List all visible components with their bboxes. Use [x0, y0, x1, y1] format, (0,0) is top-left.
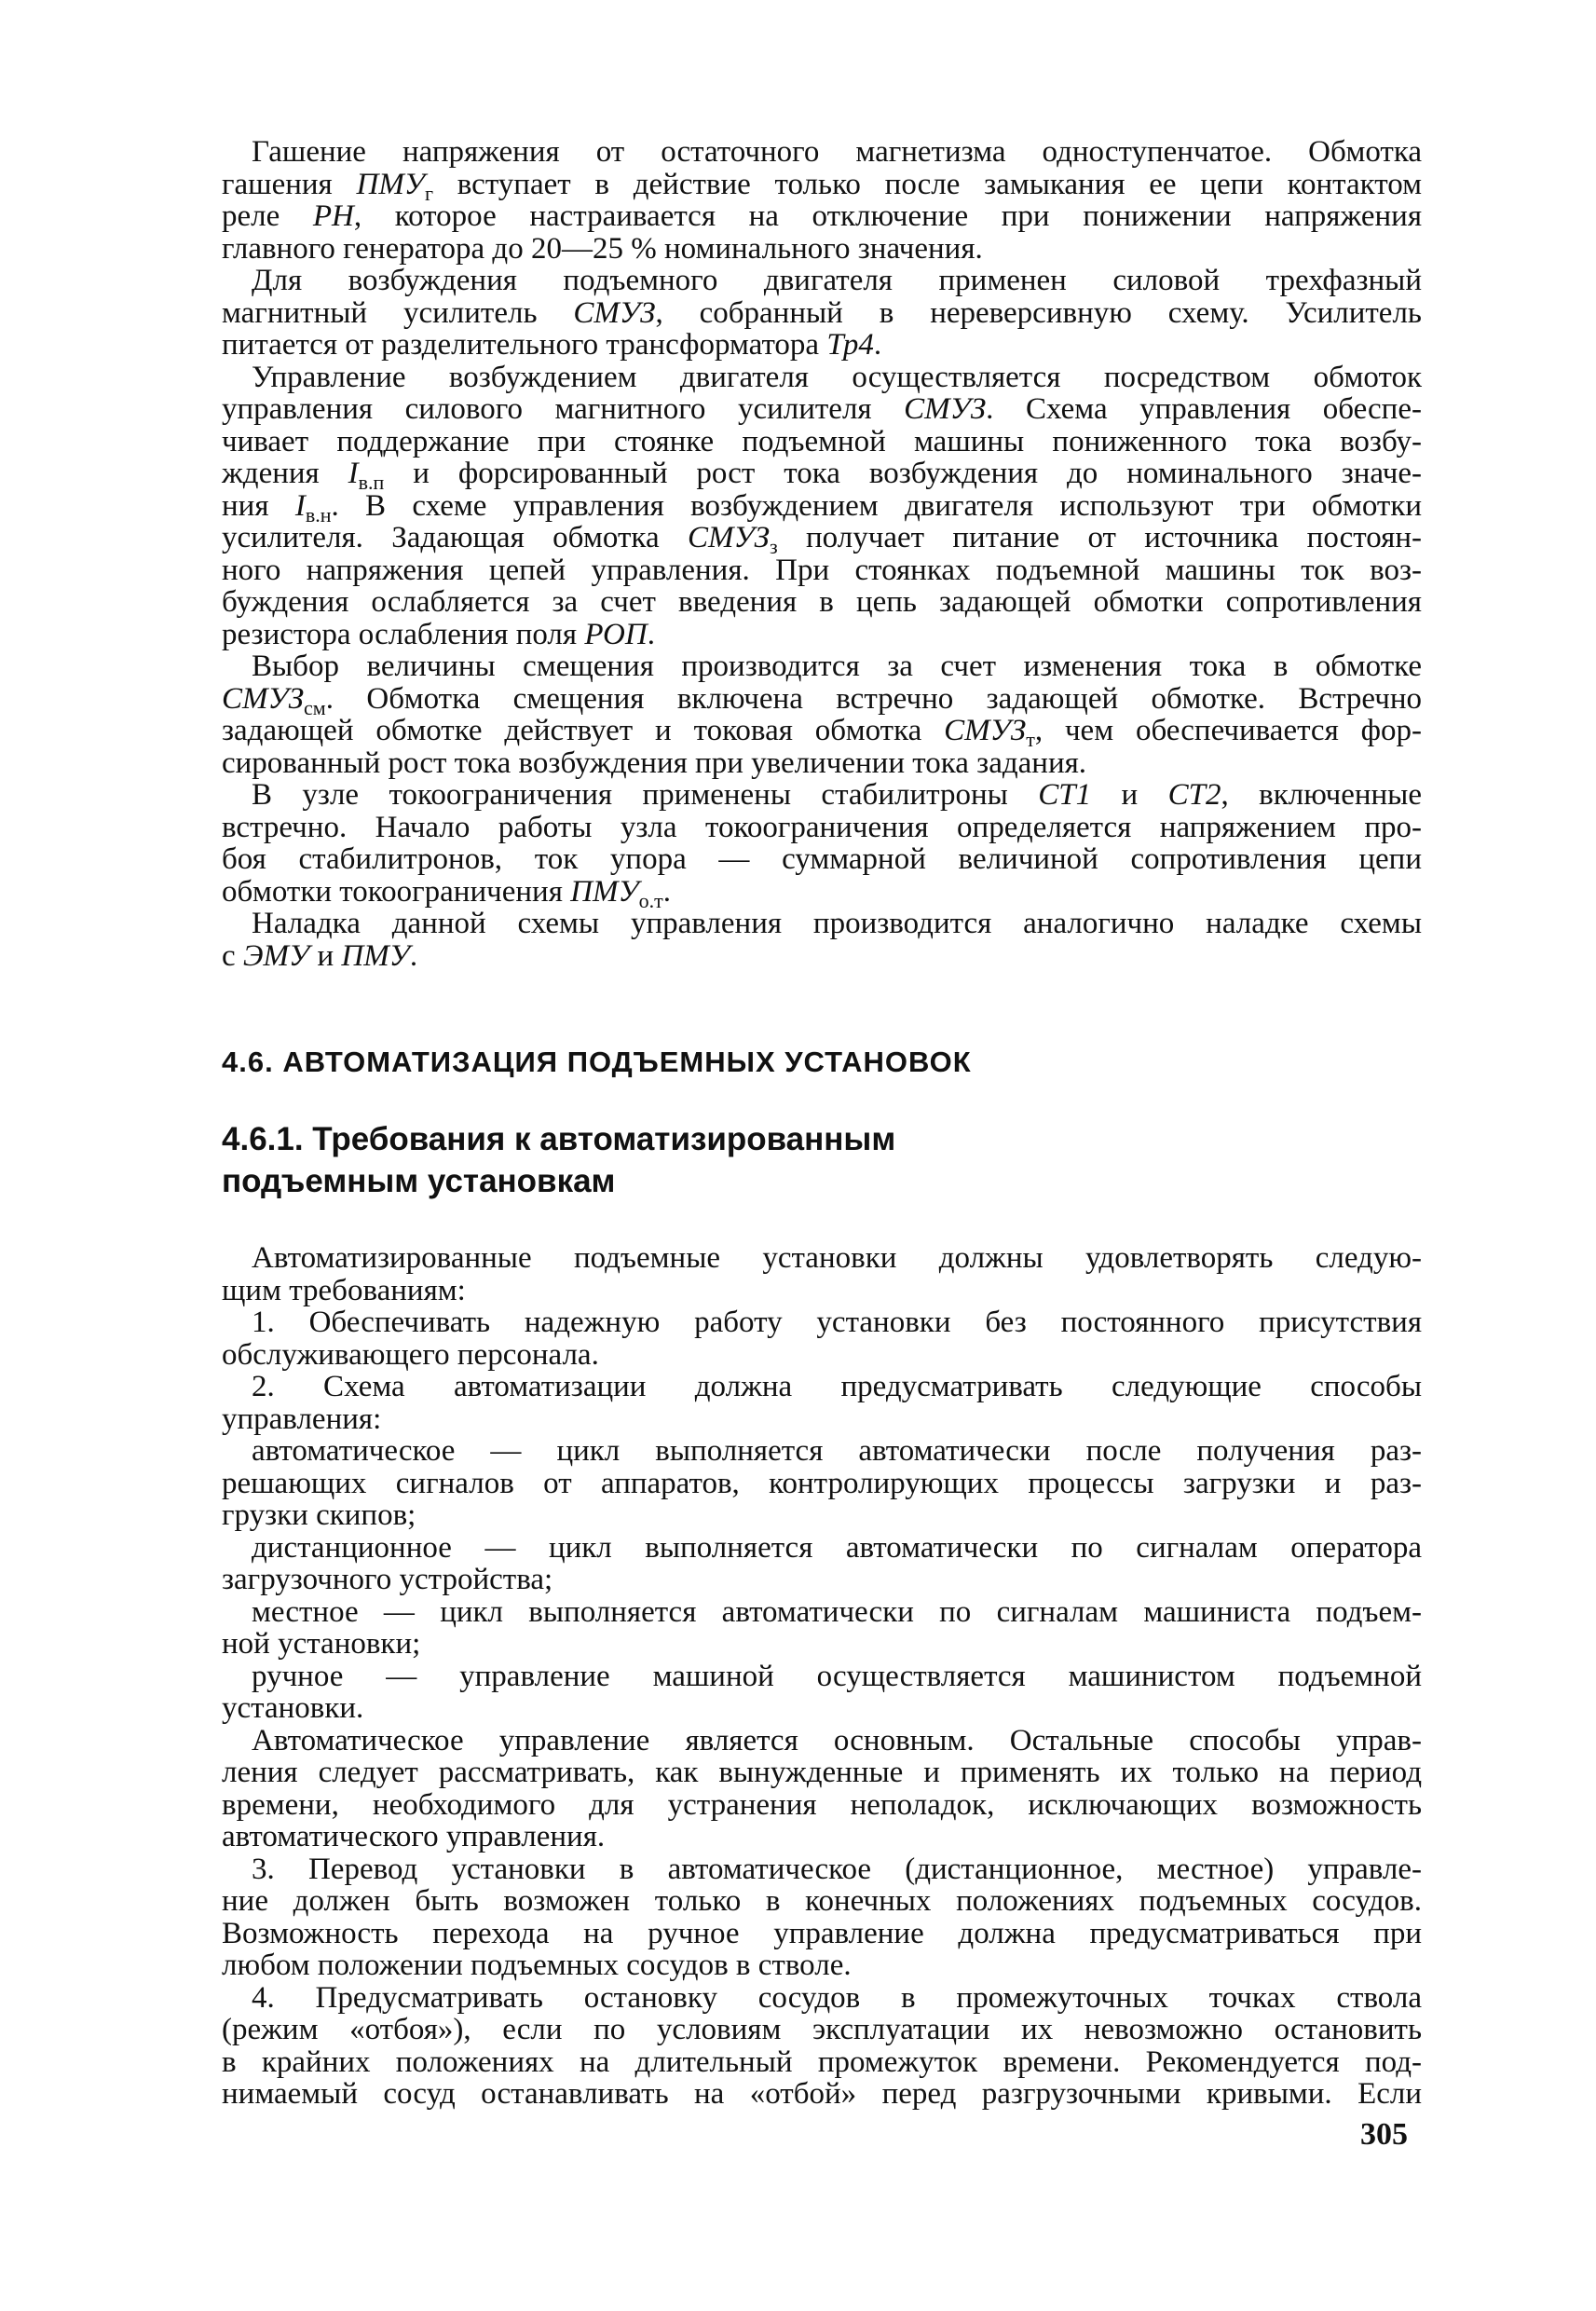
page-number: 305	[1360, 2117, 1408, 2152]
text-run: чивает поддержание при стоянке подъемной машины пониженного тока возбу-	[222, 424, 1422, 458]
text-run: встречно. Начало работы узла токоограничения определяется напряжением про-	[222, 810, 1422, 844]
paragraph	[222, 1435, 1422, 1532]
text-run: Гашение напряжения от остаточного магнетизма одноступенчатое. Обмотка	[252, 135, 1422, 169]
text-run: усилителя. Задающая обмотка	[222, 521, 688, 554]
paragraph	[222, 908, 1422, 972]
subscript: см	[304, 695, 326, 719]
text-run: буждения ослабляется за счет введения в цепь задающей обмотки сопротивления	[222, 585, 1422, 619]
text-run: ного напряжения цепей управления. При стоянках подъемной машины ток воз-	[222, 553, 1422, 587]
paragraph	[222, 1532, 1422, 1596]
text-line	[222, 167, 1422, 205]
text-run: Управление возбуждением двигателя осуществляется посредством обмоток	[252, 360, 1422, 394]
text-line	[222, 297, 1422, 330]
italic-symbol: СМУЗ	[687, 521, 770, 554]
text-run: ручное — управление машиной осуществляется машинистом подъемной	[252, 1659, 1422, 1693]
text-line	[222, 1628, 1422, 1661]
subscript: з	[769, 535, 778, 558]
text-line	[222, 362, 1422, 394]
text-line	[222, 393, 1422, 426]
italic-symbol: СТ1	[1038, 778, 1092, 812]
text-run: решающих сигналов от аппаратов, контролирующих процессы загрузки и раз-	[222, 1466, 1422, 1500]
text-line	[222, 233, 1422, 266]
text-line	[222, 1725, 1422, 1757]
text-line	[222, 940, 1422, 973]
paragraph	[222, 1371, 1422, 1435]
text-run: и	[1091, 778, 1168, 812]
text-run: главного генератора до 20—25 % номинального значения.	[222, 231, 983, 266]
paragraph	[222, 136, 1422, 265]
text-run: резистора ослабления поля	[222, 617, 585, 651]
text-line	[222, 1564, 1422, 1596]
text-run: гашения	[222, 167, 357, 201]
subsection-heading-line: подъемным установкам	[222, 1163, 616, 1199]
text-run: вступает в действие только после замыкания ее цепи контактом	[433, 167, 1422, 201]
text-line	[222, 1403, 1422, 1436]
text-line	[222, 457, 1422, 494]
subscript: в.п	[358, 471, 385, 494]
text-run: и форсированный рост тока возбуждения до номинального значе-	[384, 457, 1422, 490]
paragraph	[222, 1242, 1422, 1306]
italic-symbol: СМУЗ	[222, 681, 305, 716]
paragraph	[222, 362, 1422, 651]
subsection-heading	[222, 1118, 1422, 1202]
text-run: реле	[222, 199, 313, 233]
text-line	[222, 843, 1422, 876]
italic-symbol: ПМУ	[356, 167, 426, 201]
text-run: ной установки;	[222, 1627, 421, 1661]
text-line	[222, 2046, 1422, 2079]
text-line	[222, 1982, 1422, 2015]
text-line	[222, 488, 1423, 526]
text-run: нимаемый сосуд останавливать на «отбой» перед разгрузочными кривыми. Если	[222, 2077, 1422, 2111]
text-line	[222, 2014, 1422, 2046]
text-run: Для возбуждения подъемного двигателя применен силовой трехфазный	[252, 264, 1422, 297]
text-run: получает питание от источника постоян-	[777, 521, 1422, 554]
text-line	[222, 265, 1422, 297]
text-line	[222, 681, 1422, 719]
text-line	[222, 1275, 1422, 1307]
text-line	[222, 1532, 1422, 1565]
text-run: обслуживающего персонала.	[222, 1337, 599, 1372]
text-line	[222, 908, 1422, 940]
text-line	[222, 329, 1422, 362]
subscript: о.т	[638, 888, 663, 912]
subsection-heading-line: 4.6.1. Требования к автоматизированным	[222, 1121, 896, 1157]
text-run: управления:	[222, 1402, 382, 1436]
text-run: .	[409, 938, 418, 973]
text-line	[222, 874, 1422, 912]
paragraph	[222, 650, 1422, 779]
text-line	[222, 1468, 1422, 1500]
paragraph	[222, 1853, 1422, 1982]
text-line	[222, 1853, 1422, 1886]
text-run: с	[222, 938, 243, 973]
text-line	[222, 200, 1422, 233]
italic-symbol: ПМУ	[341, 938, 410, 973]
text-run: и	[309, 938, 342, 973]
italic-symbol: СМУЗ	[944, 714, 1027, 747]
text-line	[222, 1371, 1422, 1403]
text-run: питается от разделительного трансформатора	[222, 328, 827, 362]
text-run: . Обмотка смещения включена встречно задающей обмотке. Встречно	[325, 681, 1422, 716]
text-run: .	[647, 617, 655, 651]
text-run: автоматического управления.	[222, 1820, 606, 1853]
body-text-bottom	[222, 1242, 1422, 2111]
subscript: в.н	[305, 502, 332, 526]
text-line	[222, 1339, 1422, 1372]
text-line	[222, 586, 1422, 619]
text-line	[222, 1242, 1422, 1275]
text-line	[222, 136, 1422, 169]
text-line	[222, 426, 1422, 458]
paragraph	[222, 778, 1422, 912]
text-run: времени, необходимого для устранения неполадок, исключающих возможность	[222, 1787, 1422, 1822]
text-run: местное — цикл выполняется автоматически по сигналам машиниста подъем-	[252, 1594, 1422, 1629]
text-line	[222, 812, 1422, 844]
italic-symbol: Тр4	[826, 328, 874, 362]
text-line	[222, 1789, 1422, 1822]
text-line	[222, 650, 1422, 683]
text-run: 3. Перевод установки в автоматическое (дистанционное, местное) управле-	[252, 1852, 1422, 1886]
text-run: обмотки токоограничения	[222, 874, 571, 909]
italic-symbol: СТ2	[1167, 778, 1221, 812]
text-run: магнитный усилитель	[222, 295, 574, 330]
text-run: управления силового магнитного усилителя	[222, 392, 905, 426]
text-line	[222, 714, 1422, 751]
text-run: В узле токоограничения применены стабилитроны	[252, 778, 1039, 812]
text-run: ние должен быть возможен только в конечных положениях подъемных сосудов.	[222, 1884, 1422, 1918]
paragraph	[222, 1725, 1422, 1853]
text-run: , собранный в нереверсивную схему. Усилитель	[655, 295, 1422, 330]
italic-symbol: ЭМУ	[242, 938, 310, 973]
text-run: Выбор величины смещения производится за счет изменения тока в обмотке	[252, 650, 1422, 683]
text-run: грузки скипов;	[222, 1498, 416, 1532]
italic-symbol: ПМУ	[570, 874, 639, 909]
text-run: щим требованиям:	[222, 1273, 466, 1307]
text-line	[222, 2078, 1422, 2111]
text-run: (режим «отбоя»), если по условиям эксплуатации их невозможно остановить	[222, 2013, 1422, 2046]
text-line	[222, 1885, 1422, 1918]
text-run: 4. Предусматривать остановку сосудов в промежуточных точках ствола	[252, 1980, 1422, 2015]
text-run: ния	[222, 488, 295, 523]
text-run: , включенные	[1221, 778, 1422, 812]
text-run: дистанционное — цикл выполняется автоматически по сигналам оператора	[252, 1530, 1422, 1565]
text-run: Автоматическое управление является основным. Остальные способы управ-	[252, 1723, 1422, 1757]
italic-symbol: СМУЗ	[904, 392, 987, 426]
text-run: 1. Обеспечивать надежную работу установки без постоянного присутствия	[252, 1306, 1422, 1339]
paragraph	[222, 1661, 1422, 1725]
text-run: боя стабилитронов, ток упора — суммарной величиной сопротивления цепи	[222, 842, 1422, 876]
text-run: 2. Схема автоматизации должна предусматривать следующие способы	[252, 1370, 1422, 1403]
text-line	[222, 779, 1422, 812]
text-line	[222, 1949, 1422, 1982]
text-run: установки.	[222, 1691, 364, 1725]
text-line	[222, 1918, 1422, 1950]
paragraph	[222, 265, 1422, 362]
text-line	[222, 521, 1422, 558]
text-run: .	[662, 874, 672, 909]
text-line	[222, 1757, 1422, 1789]
text-line	[222, 1499, 1422, 1532]
text-run: ления следует рассматривать, как вынужденные и применять их только на период	[222, 1756, 1422, 1789]
text-run: . В схеме управления возбуждением двигателя используют три обмотки	[331, 488, 1423, 523]
text-line	[222, 1306, 1422, 1339]
section-heading: 4.6. АВТОМАТИЗАЦИЯ ПОДЪЕМНЫХ УСТАНОВОК	[222, 1046, 972, 1078]
text-line	[222, 1596, 1422, 1629]
text-run: задающей обмотке действует и токовая обмотка	[222, 714, 945, 747]
text-run: сированный рост тока возбуждения при увеличении тока задания.	[222, 745, 1087, 780]
text-line	[222, 1821, 1422, 1853]
subscript: г	[425, 181, 434, 205]
text-line	[222, 1435, 1422, 1468]
text-run: любом положении подъемных сосудов в стволе.	[222, 1949, 852, 1982]
italic-symbol: I	[348, 457, 359, 490]
text-run: Наладка данной схемы управления производится аналогично наладке схемы	[252, 907, 1422, 940]
paragraph	[222, 1306, 1422, 1371]
text-run: .	[873, 328, 882, 362]
text-run: загрузочного устройства;	[222, 1563, 553, 1596]
text-line	[222, 1692, 1422, 1725]
subscript: т	[1026, 728, 1035, 751]
text-run: Возможность перехода на ручное управление должна предусматриваться при	[222, 1916, 1422, 1950]
text-line	[222, 619, 1422, 651]
text-run: в крайних положениях на длительный промежуток времени. Рекомендуется под-	[222, 2044, 1422, 2079]
paragraph	[222, 1596, 1422, 1661]
text-run: Автоматизированные подъемные установки должны удовлетворять следую-	[252, 1241, 1422, 1275]
italic-symbol: РН	[312, 199, 354, 233]
text-run: , которое настраивается на отключение при понижении напряжения	[353, 199, 1422, 233]
italic-symbol: СМУЗ	[573, 295, 656, 330]
italic-symbol: I	[294, 488, 306, 523]
text-run: автоматическое — цикл выполняется автоматически после получения раз-	[252, 1434, 1422, 1468]
italic-symbol: РОП	[584, 617, 648, 651]
text-run: , чем обеспечивается фор-	[1034, 714, 1422, 747]
text-line	[222, 747, 1422, 780]
text-line	[222, 1661, 1422, 1693]
text-line	[222, 554, 1422, 587]
text-run: ждения	[222, 457, 348, 490]
paragraph	[222, 1982, 1422, 2111]
body-text-top	[222, 136, 1422, 972]
text-run: . Схема управления обеспе-	[986, 392, 1422, 426]
